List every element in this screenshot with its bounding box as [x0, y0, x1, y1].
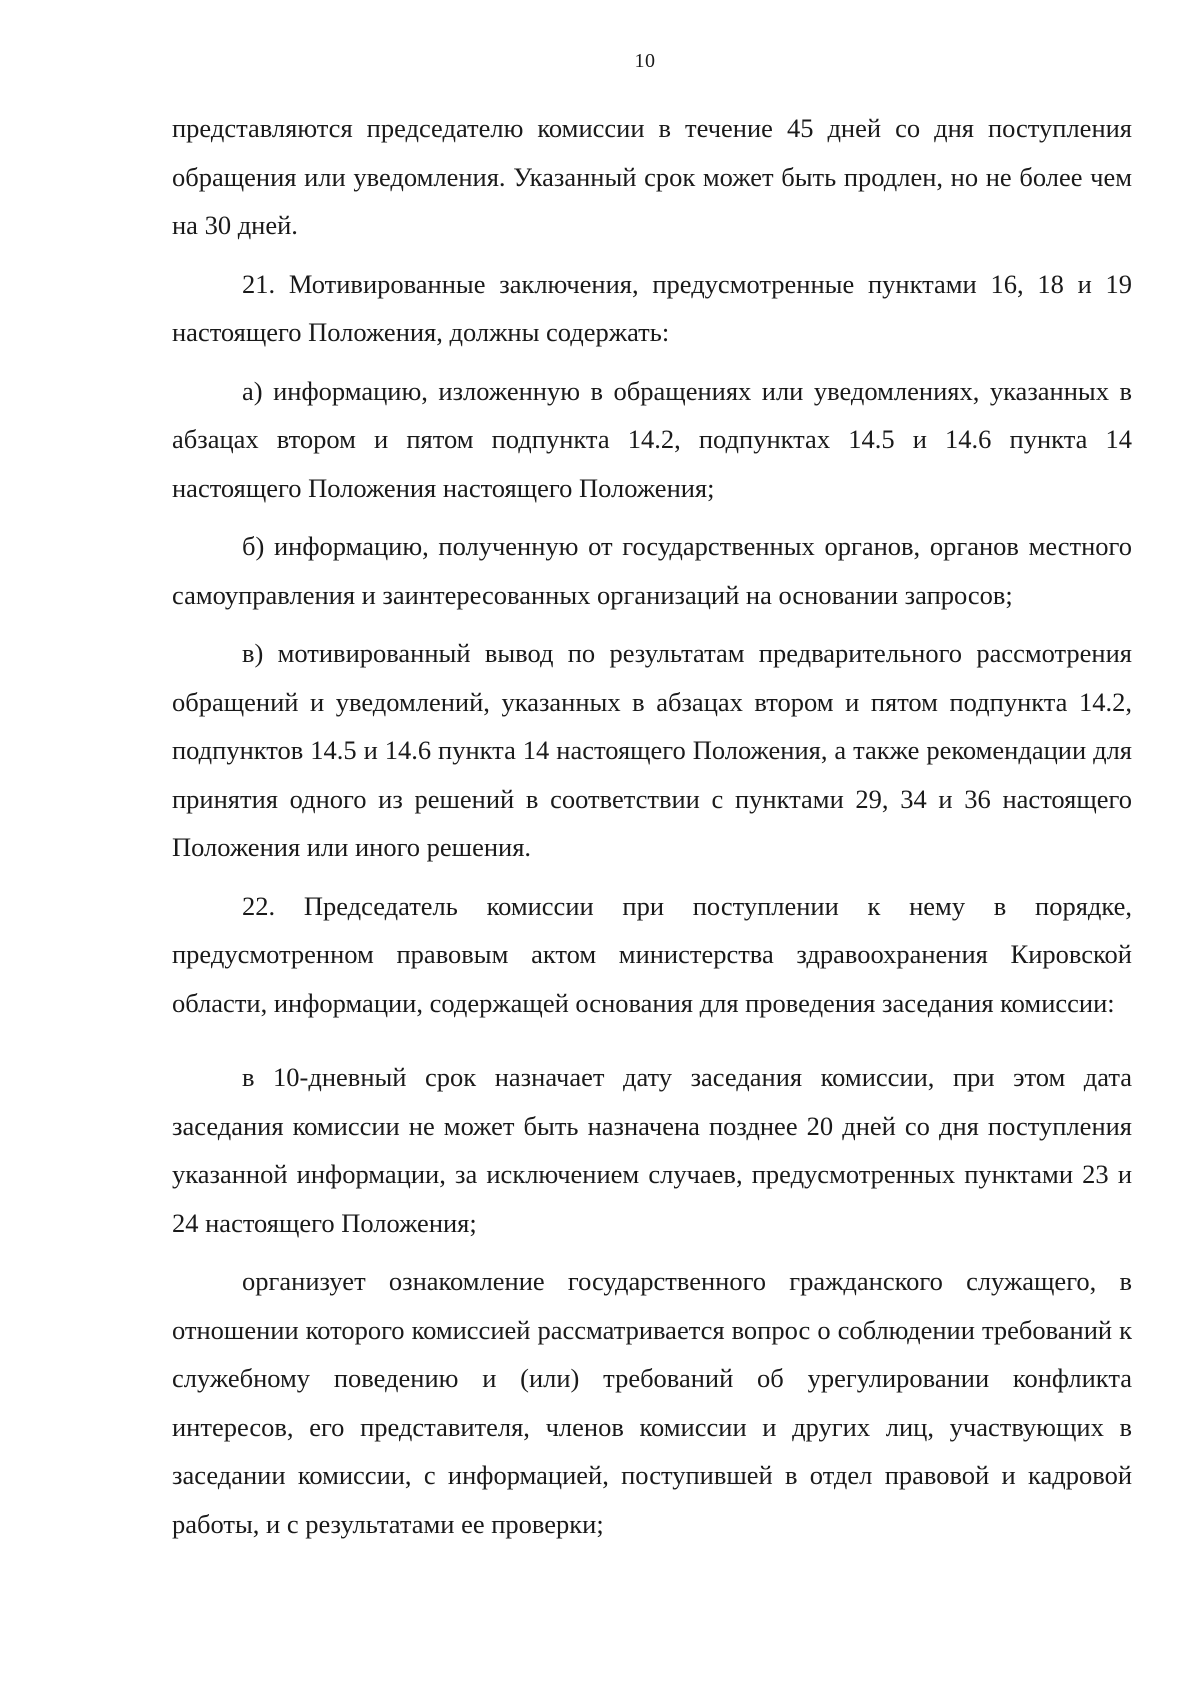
page-number: 10 — [634, 50, 656, 72]
paragraph-22: 22. Председатель комиссии при поступлении к нему в порядке, предусмотренном правовым актом министерства здравоохранения Кировской области, информации, содержащей основания для проведения заседания комиссии: — [172, 890, 1132, 1018]
paragraph-21-v: в) мотивированный вывод по результатам предварительного рассмотрения обращений и уведомлений, указанных в абзацах втором и пятом подпункта 14.2, подпунктов 14.5 и 14.6 пункта 14 настоящего Положения, а также рекомендации для принятия одного из решений в соответствии с пунктами 29, 34 и 36 настоящего Положения или иного решения. — [172, 638, 1132, 862]
paragraph-21-a: а) информацию, изложенную в обращениях или уведомлениях, указанных в абзацах втором и пятом подпункта 14.2, подпунктах 14.5 и 14.6 пункта 14 настоящего Положения настоящего Положения; — [172, 375, 1132, 503]
paragraph-22-date: в 10-дневный срок назначает дату заседания комиссии, при этом дата заседания комиссии не может быть назначена позднее 20 дней со дня поступления указанной информации, за исключением случаев, предусмотренных пунктами 23 и 24 настоящего Положения; — [172, 1062, 1132, 1238]
document-body — [172, 104, 1132, 1548]
paragraph-continued: представляются председателю комиссии в течение 45 дней со дня поступления обращения или уведомления. Указанный срок может быть продлен, но не более чем на 30 дней. — [172, 113, 1132, 240]
paragraph-21-b: б) информацию, полученную от государственных органов, органов местного самоуправления и заинтересованных организаций на основании запросов; — [172, 531, 1132, 610]
paragraph-21: 21. Мотивированные заключения, предусмотренные пунктами 16, 18 и 19 настоящего Положения, должны содержать: — [172, 268, 1132, 347]
paragraph-22-review: организует ознакомление государственного гражданского служащего, в отношении которого комиссией рассматривается вопрос о соблюдении требований к служебному поведению и (или) требований об урегулировании конфликта интересов, его представителя, членов комиссии и других лиц, участвующих в заседании комиссии, с информацией, поступившей в отдел правовой и кадровой работы, и с результатами ее проверки; — [172, 1266, 1132, 1539]
